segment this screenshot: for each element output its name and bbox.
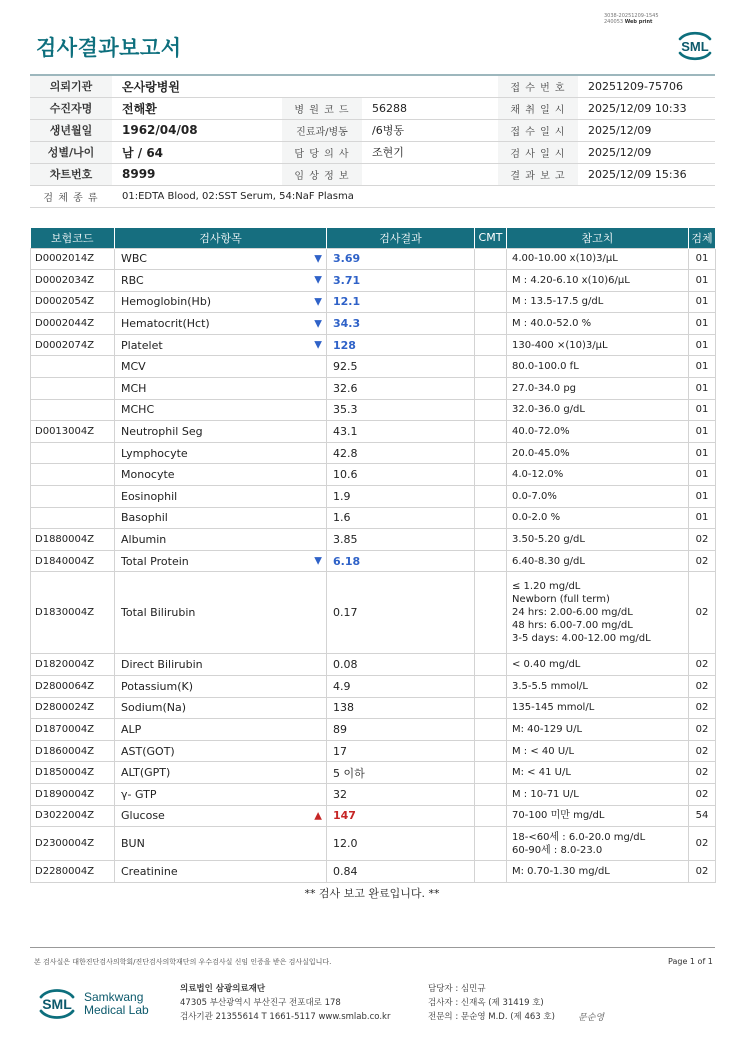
results-header-row	[31, 228, 716, 248]
test-result-cell: 92.5	[327, 356, 475, 378]
specimen-cell: 01	[689, 270, 716, 292]
reference-range-cell: M : 10-71 U/L	[507, 783, 689, 805]
test-item-name: RBC	[121, 273, 144, 287]
insurance-code-cell: D1880004Z	[31, 529, 115, 551]
reference-line: 48 hrs: 6.00-7.00 mg/dL	[512, 620, 633, 632]
test-result-cell: 138	[327, 697, 475, 719]
info-row	[30, 97, 715, 119]
result-row	[31, 291, 716, 313]
specimen-cell: 01	[689, 356, 716, 378]
cmt-cell	[475, 486, 507, 508]
test-result-cell: 5 이하	[327, 762, 475, 784]
result-row	[31, 399, 716, 421]
insurance-code-cell: D2280004Z	[31, 861, 115, 883]
test-item-name: MCH	[121, 381, 147, 395]
down-triangle-icon: ▼	[314, 339, 322, 351]
specimen-cell: 01	[689, 442, 716, 464]
reference-range-cell: M: 40-129 U/L	[507, 719, 689, 741]
result-row	[31, 654, 716, 676]
reference-range-cell: M : 40.0-52.0 %	[507, 313, 689, 335]
report-time-value: 2025/12/09 15:36	[578, 163, 715, 185]
specimen-cell: 01	[689, 291, 716, 313]
staff-doctor: 전문의 : 문순영 M.D. (제 463 호)	[428, 1012, 555, 1022]
test-item-name: ALP	[121, 722, 142, 736]
result-row	[31, 313, 716, 335]
cmt-cell	[475, 719, 507, 741]
result-row	[31, 421, 716, 443]
test-item-name: BUN	[121, 837, 145, 851]
cmt-cell	[475, 654, 507, 676]
test-result-cell: 147	[327, 805, 475, 827]
cmt-cell	[475, 529, 507, 551]
test-result-cell: 32	[327, 783, 475, 805]
insurance-code-cell: D2800024Z	[31, 697, 115, 719]
test-item-cell	[115, 486, 327, 508]
staff-manager: 담당자 : 심민규	[428, 984, 486, 994]
test-result-cell: 6.18	[327, 550, 475, 572]
insurance-code-cell: D1830004Z	[31, 572, 115, 654]
test-item-cell	[115, 719, 327, 741]
reference-range-cell: 6.40-8.30 g/dL	[507, 550, 689, 572]
doctor-value: 조현기	[362, 141, 498, 163]
test-item-cell	[115, 421, 327, 443]
clinical-info-value	[362, 163, 498, 185]
test-item-cell	[115, 378, 327, 400]
test-result-cell: 1.6	[327, 507, 475, 529]
test-result-cell: 4.9	[327, 676, 475, 698]
receipt-no-label: 접 수 번 호	[498, 75, 578, 97]
patient-name-value: 전해환	[112, 97, 282, 119]
reference-range-cell: 40.0-72.0%	[507, 421, 689, 443]
specimen-cell: 02	[689, 529, 716, 551]
cmt-cell	[475, 762, 507, 784]
test-result-cell: 1.9	[327, 486, 475, 508]
specimen-type-value: 01:EDTA Blood, 02:SST Serum, 54:NaF Plasma	[112, 185, 715, 207]
certification-note: 본 검사실은 대한진단검사의학회/진단검사의학재단의 우수검사실 신임 인증을 받은 검사실입니다.	[34, 958, 332, 966]
test-item-cell	[115, 740, 327, 762]
test-result-cell: 17	[327, 740, 475, 762]
reference-line: 3-5 days: 4.00-12.00 mg/dL	[512, 633, 651, 645]
test-result-cell: 12.1	[327, 291, 475, 313]
test-item-name: Hematocrit(Hct)	[121, 317, 210, 331]
insurance-code-cell: D0002034Z	[31, 270, 115, 292]
down-triangle-icon: ▼	[314, 318, 322, 330]
result-row	[31, 861, 716, 883]
test-result-cell: 42.8	[327, 442, 475, 464]
cmt-cell	[475, 442, 507, 464]
test-item-name: Neutrophil Seg	[121, 425, 203, 439]
test-result-cell: 10.6	[327, 464, 475, 486]
specimen-cell: 02	[689, 697, 716, 719]
chart-no-label: 차트번호	[30, 163, 112, 185]
specimen-cell: 01	[689, 399, 716, 421]
insurance-code-cell: D0002044Z	[31, 313, 115, 335]
test-result-cell: 89	[327, 719, 475, 741]
reference-range-cell: 32.0-36.0 g/dL	[507, 399, 689, 421]
insurance-code-cell: D1870004Z	[31, 719, 115, 741]
reference-range-cell: 130-400 ×(10)3/µL	[507, 334, 689, 356]
result-row	[31, 827, 716, 861]
reference-range-cell	[507, 827, 689, 861]
cmt-cell	[475, 805, 507, 827]
specimen-cell: 02	[689, 783, 716, 805]
specimen-cell: 02	[689, 550, 716, 572]
col-header-specimen: 검체	[689, 228, 716, 248]
organization-info	[180, 982, 390, 1024]
test-item-name: Total Bilirubin	[121, 606, 196, 620]
reference-range-cell: < 0.40 mg/dL	[507, 654, 689, 676]
test-item-name: Glucose	[121, 809, 165, 823]
test-item-cell	[115, 270, 327, 292]
reference-line: Newborn (full term)	[512, 594, 610, 606]
reference-line: 24 hrs: 2.00-6.00 mg/dL	[512, 607, 633, 619]
result-row	[31, 270, 716, 292]
org-address: 47305 부산광역시 부산진구 전포대로 178	[180, 998, 341, 1008]
receipt-date-value: 2025/12/09	[578, 119, 715, 141]
result-row	[31, 762, 716, 784]
test-item-name: Basophil	[121, 511, 168, 525]
test-item-cell	[115, 861, 327, 883]
test-result-cell: 43.1	[327, 421, 475, 443]
result-row	[31, 507, 716, 529]
insurance-code-cell: D0013004Z	[31, 421, 115, 443]
result-row	[31, 442, 716, 464]
reference-range-cell: 3.5-5.5 mmol/L	[507, 676, 689, 698]
test-item-name: MCHC	[121, 403, 155, 417]
insurance-code-cell: D0002014Z	[31, 248, 115, 270]
results-table	[30, 228, 716, 883]
insurance-code-cell: D1890004Z	[31, 783, 115, 805]
result-row	[31, 486, 716, 508]
test-result-cell: 0.84	[327, 861, 475, 883]
insurance-code-cell	[31, 378, 115, 400]
result-row	[31, 356, 716, 378]
insurance-code-cell: D0002074Z	[31, 334, 115, 356]
page-title: 검사결과보고서	[36, 36, 182, 60]
info-row	[30, 75, 715, 97]
insurance-code-cell: D1860004Z	[31, 740, 115, 762]
cmt-cell	[475, 740, 507, 762]
chart-no-value: 8999	[112, 163, 282, 185]
test-result-cell: 128	[327, 334, 475, 356]
test-item-name: MCV	[121, 360, 146, 374]
cmt-cell	[475, 378, 507, 400]
reference-range-cell: M : 13.5-17.5 g/dL	[507, 291, 689, 313]
reference-range-cell: M : < 40 U/L	[507, 740, 689, 762]
cmt-cell	[475, 572, 507, 654]
staff-info	[428, 982, 555, 1024]
cmt-cell	[475, 270, 507, 292]
insurance-code-cell	[31, 464, 115, 486]
down-triangle-icon: ▼	[314, 274, 322, 286]
result-row	[31, 464, 716, 486]
test-item-name: Creatinine	[121, 864, 178, 878]
reference-line: ≤ 1.20 mg/dL	[512, 581, 581, 593]
reference-range-cell: M: < 41 U/L	[507, 762, 689, 784]
test-item-name: Direct Bilirubin	[121, 658, 203, 672]
test-item-name: AST(GOT)	[121, 744, 175, 758]
reference-line: 60-90세 : 8.0-23.0	[512, 844, 603, 856]
specimen-cell: 02	[689, 740, 716, 762]
cmt-cell	[475, 697, 507, 719]
result-row	[31, 550, 716, 572]
cmt-cell	[475, 399, 507, 421]
cmt-cell	[475, 421, 507, 443]
specimen-cell: 01	[689, 507, 716, 529]
test-item-cell	[115, 697, 327, 719]
cmt-cell	[475, 291, 507, 313]
cmt-cell	[475, 248, 507, 270]
specimen-cell: 02	[689, 572, 716, 654]
test-item-cell	[115, 783, 327, 805]
test-item-cell	[115, 507, 327, 529]
page-number: Page 1 of 1	[668, 957, 713, 966]
reference-range-cell: 135-145 mmol/L	[507, 697, 689, 719]
specimen-cell: 01	[689, 313, 716, 335]
col-header-cmt: CMT	[475, 228, 507, 248]
test-result-cell: 3.85	[327, 529, 475, 551]
results-body	[31, 248, 716, 882]
info-row	[30, 163, 715, 185]
specimen-cell: 01	[689, 486, 716, 508]
reference-range-cell: M: 0.70-1.30 mg/dL	[507, 861, 689, 883]
insurance-code-cell: D0002054Z	[31, 291, 115, 313]
result-row	[31, 719, 716, 741]
test-item-cell	[115, 550, 327, 572]
col-header-result: 검사결과	[327, 228, 475, 248]
test-item-cell	[115, 248, 327, 270]
col-header-item: 검사항목	[115, 228, 327, 248]
result-row	[31, 740, 716, 762]
specimen-cell: 02	[689, 654, 716, 676]
collection-time-label: 채 취 일 시	[498, 97, 578, 119]
sex-age-value: 남 / 64	[112, 141, 282, 163]
org-contact: 검사기관 21355614 T 1661-5117 www.smlab.co.kr	[180, 1012, 391, 1022]
test-item-cell	[115, 313, 327, 335]
birth-label: 생년월일	[30, 119, 112, 141]
insurance-code-cell	[31, 399, 115, 421]
test-item-cell	[115, 805, 327, 827]
test-item-cell	[115, 654, 327, 676]
test-item-name: γ- GTP	[121, 787, 157, 801]
reference-range-cell: 3.50-5.20 g/dL	[507, 529, 689, 551]
test-item-cell	[115, 356, 327, 378]
document-id: 3038-20251209-1545 240053 Web print	[604, 13, 659, 25]
collection-time-value: 2025/12/09 10:33	[578, 97, 715, 119]
test-item-cell	[115, 291, 327, 313]
result-row	[31, 697, 716, 719]
patient-info-table	[30, 74, 715, 208]
down-triangle-icon: ▼	[314, 555, 322, 567]
receipt-date-label: 접 수 일 시	[498, 119, 578, 141]
hospital-label: 의뢰기관	[30, 75, 112, 97]
col-header-reference: 참고치	[507, 228, 689, 248]
cmt-cell	[475, 334, 507, 356]
reference-range-cell: 0.0-7.0%	[507, 486, 689, 508]
org-name: 의료법인 삼광의료재단	[180, 984, 266, 994]
sml-logo-icon	[674, 26, 716, 64]
department-label: 진료과/병동	[282, 119, 362, 141]
test-item-name: WBC	[121, 252, 147, 266]
test-item-name: Monocyte	[121, 468, 175, 482]
specimen-cell: 02	[689, 827, 716, 861]
test-item-name: Lymphocyte	[121, 446, 188, 460]
cmt-cell	[475, 507, 507, 529]
result-row	[31, 805, 716, 827]
cmt-cell	[475, 356, 507, 378]
cmt-cell	[475, 783, 507, 805]
specimen-cell: 01	[689, 248, 716, 270]
test-item-name: Eosinophil	[121, 489, 178, 503]
cmt-cell	[475, 861, 507, 883]
info-row	[30, 141, 715, 163]
test-item-cell	[115, 464, 327, 486]
test-item-name: Albumin	[121, 533, 167, 547]
reference-range-cell: 70-100 미만 mg/dL	[507, 805, 689, 827]
info-row	[30, 119, 715, 141]
insurance-code-cell: D3022004Z	[31, 805, 115, 827]
report-time-label: 결 과 보 고	[498, 163, 578, 185]
cmt-cell	[475, 464, 507, 486]
test-item-name: Platelet	[121, 338, 163, 352]
test-item-name: Hemoglobin(Hb)	[121, 295, 212, 309]
insurance-code-cell	[31, 486, 115, 508]
doctor-signature: 문순영	[578, 1013, 605, 1023]
test-item-cell	[115, 827, 327, 861]
reference-range-cell: 4.00-10.00 x(10)3/µL	[507, 248, 689, 270]
insurance-code-cell	[31, 507, 115, 529]
test-item-cell	[115, 442, 327, 464]
insurance-code-cell	[31, 356, 115, 378]
test-item-name: ALT(GPT)	[121, 766, 171, 780]
specimen-cell: 02	[689, 676, 716, 698]
insurance-code-cell: D1840004Z	[31, 550, 115, 572]
up-triangle-icon: ▲	[314, 810, 322, 822]
test-result-cell: 35.3	[327, 399, 475, 421]
result-row	[31, 334, 716, 356]
birth-value: 1962/04/08	[112, 119, 282, 141]
result-row	[31, 783, 716, 805]
test-result-cell: 3.69	[327, 248, 475, 270]
reference-range-cell: 27.0-34.0 pg	[507, 378, 689, 400]
cmt-cell	[475, 550, 507, 572]
svg-text:SML: SML	[42, 996, 72, 1012]
department-value: /6병동	[362, 119, 498, 141]
reference-range-cell	[507, 572, 689, 654]
result-row	[31, 248, 716, 270]
hospital-code-value: 56288	[362, 97, 498, 119]
brand-name: Samkwang Medical Lab	[84, 990, 149, 1017]
test-item-cell	[115, 572, 327, 654]
result-row	[31, 572, 716, 654]
test-result-cell: 32.6	[327, 378, 475, 400]
test-item-name: Potassium(K)	[121, 679, 194, 693]
cmt-cell	[475, 827, 507, 861]
test-item-cell	[115, 334, 327, 356]
test-item-name: Sodium(Na)	[121, 701, 186, 715]
test-result-cell: 0.17	[327, 572, 475, 654]
test-result-cell: 34.3	[327, 313, 475, 335]
reference-range-cell: M : 4.20-6.10 x(10)6/µL	[507, 270, 689, 292]
reference-range-cell: 80.0-100.0 fL	[507, 356, 689, 378]
insurance-code-cell: D1850004Z	[31, 762, 115, 784]
insurance-code-cell: D1820004Z	[31, 654, 115, 676]
staff-tester: 검사자 : 신재옥 (제 31419 호)	[428, 998, 544, 1008]
clinical-info-label: 임 상 정 보	[282, 163, 362, 185]
insurance-code-cell: D2800064Z	[31, 676, 115, 698]
down-triangle-icon: ▼	[314, 296, 322, 308]
insurance-code-cell: D2300004Z	[31, 827, 115, 861]
col-header-code: 보험코드	[31, 228, 115, 248]
test-item-cell	[115, 762, 327, 784]
report-complete-text: ** 검사 보고 완료입니다. **	[304, 887, 440, 900]
test-item-cell	[115, 529, 327, 551]
svg-text:SML: SML	[681, 39, 709, 54]
specimen-cell: 54	[689, 805, 716, 827]
test-result-cell: 3.71	[327, 270, 475, 292]
receipt-no-value: 20251209-75706	[578, 75, 715, 97]
test-result-cell: 0.08	[327, 654, 475, 676]
test-date-label: 검 사 일 시	[498, 141, 578, 163]
specimen-cell: 02	[689, 762, 716, 784]
result-row	[31, 676, 716, 698]
specimen-cell: 01	[689, 464, 716, 486]
specimen-type-label: 검 체 종 류	[30, 185, 112, 207]
footer-divider	[30, 947, 715, 948]
specimen-cell: 01	[689, 421, 716, 443]
sex-age-label: 성별/나이	[30, 141, 112, 163]
insurance-code-cell	[31, 442, 115, 464]
specimen-cell: 01	[689, 334, 716, 356]
test-item-name: Total Protein	[121, 554, 189, 568]
test-result-cell: 12.0	[327, 827, 475, 861]
reference-line: 18-<60세 : 6.0-20.0 mg/dL	[512, 831, 646, 843]
hospital-value: 온사랑병원	[112, 75, 498, 97]
sml-logo-icon	[36, 982, 78, 1024]
down-triangle-icon: ▼	[314, 253, 322, 265]
info-row	[30, 185, 715, 207]
test-item-cell	[115, 676, 327, 698]
test-date-value: 2025/12/09	[578, 141, 715, 163]
patient-name-label: 수진자명	[30, 97, 112, 119]
doctor-label: 담 당 의 사	[282, 141, 362, 163]
reference-range-cell: 0.0-2.0 %	[507, 507, 689, 529]
specimen-cell: 02	[689, 861, 716, 883]
specimen-cell: 01	[689, 378, 716, 400]
result-row	[31, 378, 716, 400]
specimen-cell: 02	[689, 719, 716, 741]
cmt-cell	[475, 676, 507, 698]
test-item-cell	[115, 399, 327, 421]
hospital-code-label: 병 원 코 드	[282, 97, 362, 119]
cmt-cell	[475, 313, 507, 335]
reference-range-cell: 4.0-12.0%	[507, 464, 689, 486]
result-row	[31, 529, 716, 551]
reference-range-cell: 20.0-45.0%	[507, 442, 689, 464]
